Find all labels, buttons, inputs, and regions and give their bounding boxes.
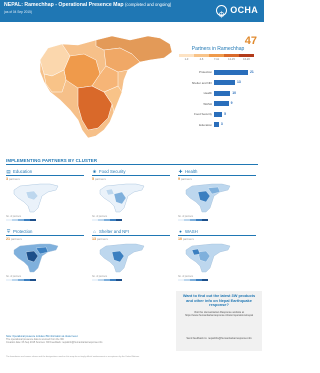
map-title-sub: (completed and ongoing) [125, 2, 172, 7]
shield-icon: ⛨ [6, 229, 11, 234]
cluster-bar-value: 3 [220, 122, 223, 126]
info-box-link[interactable]: Visit the Humanitarian Response website at https://www.humanitarianresponse.info/en/operations/nepal [184, 311, 254, 318]
implementing-partners-rule [6, 164, 258, 165]
cluster-header [6, 228, 84, 236]
cluster-header [178, 168, 256, 176]
cluster-map-legend-title: No. of partners [92, 216, 108, 218]
cluster-header [92, 168, 170, 176]
cluster-map [92, 180, 170, 216]
cluster-count-unit: partners [8, 177, 20, 181]
cluster-count-value: 21 [6, 237, 10, 241]
cluster-map [6, 240, 84, 276]
footnotes [6, 336, 171, 345]
water-drop-icon: ● [179, 229, 182, 234]
cluster-map-legend [92, 276, 124, 281]
cluster-name: WASH [185, 229, 198, 234]
cluster-header [6, 168, 84, 176]
cluster-map-legend [6, 216, 38, 221]
cluster-bar-row [180, 121, 260, 132]
info-box [176, 291, 262, 351]
cluster-map [178, 240, 256, 276]
legend-label-4: 12-15 [228, 58, 235, 61]
cluster-name: Food Security [99, 169, 126, 174]
cluster-map [178, 180, 256, 216]
cluster-bar-label: Food Security [194, 112, 212, 116]
cluster-count-value: 10 [178, 237, 182, 241]
cluster-name: Education [13, 169, 33, 174]
cluster-bar-label: Education [199, 122, 212, 127]
house-icon: ⌂ [93, 229, 96, 234]
cluster-map-legend-title: No. of partners [178, 276, 194, 278]
cluster-map-legend [92, 216, 124, 221]
partners-legend [179, 54, 254, 57]
footnote-1: Note: Operational presence includes 3W information at cluster level. [6, 335, 79, 338]
legend-label-2: 4-6 [199, 58, 204, 61]
cluster-name: Protection [13, 229, 33, 234]
legend-bin-5 [239, 54, 254, 57]
cluster-bar-row [180, 68, 260, 79]
legend-bin-4 [224, 54, 239, 57]
cluster-panel-health [178, 168, 256, 226]
cluster-bar-value: 9 [230, 101, 233, 105]
cluster-map-legend-title: No. of partners [6, 276, 22, 278]
cluster-name: Health [185, 169, 198, 174]
partners-label: Partners in Ramechhap [191, 46, 245, 52]
cluster-header [178, 228, 256, 236]
cluster-bar-row [180, 79, 260, 90]
health-cross-icon: ✚ [178, 168, 183, 174]
legend-label-1: 1-3 [184, 58, 189, 61]
cluster-header [92, 228, 170, 236]
ocha-logo-text: OCHA [230, 5, 258, 15]
info-box-contact[interactable]: Send feedback to: nepalinfo@humanitarianresponse.info [186, 337, 252, 340]
cluster-bar-label: Health [203, 91, 212, 95]
cluster-bar-value: 13 [237, 80, 241, 84]
partners-total: 47 [244, 35, 257, 47]
cluster-bar [214, 80, 235, 85]
disclaimer: The boundaries and names shown and the designations used on this map do not imply official endorsement or acceptance by the United Nations. [6, 356, 140, 358]
cluster-map-legend-title: No. of partners [92, 276, 108, 278]
cluster-count-unit: partners [182, 237, 194, 241]
cluster-bar-row [180, 100, 260, 111]
cluster-panel-wash [178, 228, 256, 286]
wheat-icon: ❀ [92, 168, 97, 174]
cluster-panel-shelter-nfi [92, 228, 170, 286]
book-icon: ▤ [6, 168, 11, 174]
cluster-count-unit: partners [180, 177, 192, 181]
implementing-partners-title: IMPLEMENTING PARTNERS BY CLUSTER [6, 158, 98, 163]
cluster-count-unit: partners [94, 177, 106, 181]
cluster-bar [214, 101, 229, 106]
legend-bin-3 [209, 54, 224, 57]
cluster-bar-value: 21 [250, 69, 254, 74]
info-box-title: Want to find out the latest 3W products and other info on Nepal Earthquake response? [182, 293, 256, 308]
cluster-map [92, 240, 170, 276]
cluster-panel-protection [6, 228, 84, 286]
cluster-panel-food-security [92, 168, 170, 226]
cluster-count-value: 5 [92, 177, 94, 181]
cluster-count-value: 3 [6, 177, 8, 181]
cluster-panel-education [6, 168, 84, 226]
footnote-3: Creation date: 06 Sep 2015 Sources: 3W Feedback: nepalinfo@humanitarianresponse.info [6, 340, 103, 344]
cluster-map [6, 180, 84, 216]
cluster-bar [214, 70, 248, 75]
cluster-bar-label: WASH [203, 101, 212, 106]
cluster-bar-row [180, 89, 260, 100]
cluster-count-unit: partners [96, 237, 108, 241]
cluster-bar-row [180, 110, 260, 121]
partners-legend-labels [179, 58, 254, 61]
cluster-map-legend-title: No. of partners [6, 216, 22, 218]
legend-label-3: 7-11 [214, 58, 219, 61]
cluster-bar-label: Shelter and NFI [191, 80, 212, 85]
cluster-bar-value: 5 [224, 111, 226, 116]
cluster-count-value: 9 [178, 177, 180, 181]
cluster-bar [214, 91, 230, 96]
cluster-name: Shelter and NFI [99, 229, 130, 234]
footnote-2: The operational presence data is sourced from the 3W. [6, 337, 65, 341]
legend-bin-1 [179, 54, 194, 57]
map-title: NEPAL: Ramechhap - Operational Presence Map (completed and ongoing) [4, 2, 172, 8]
cluster-map-legend [6, 276, 38, 281]
cluster-bar-label: Protection [198, 70, 212, 74]
cluster-count-unit: partners [10, 237, 22, 241]
cluster-map-legend [178, 276, 210, 281]
cluster-bar [214, 122, 219, 127]
cluster-map-legend [178, 216, 210, 221]
legend-bin-2 [194, 54, 209, 57]
cluster-count-value: 13 [92, 237, 96, 241]
cluster-bar-value: 10 [232, 90, 236, 95]
legend-label-5: 16-20 [243, 58, 250, 61]
cluster-map-legend-title: No. of partners [178, 216, 194, 218]
as-of-date: (as of 04 Sep 2015) [4, 10, 32, 14]
cluster-bar-list [180, 68, 260, 131]
cluster-bar [214, 112, 222, 117]
